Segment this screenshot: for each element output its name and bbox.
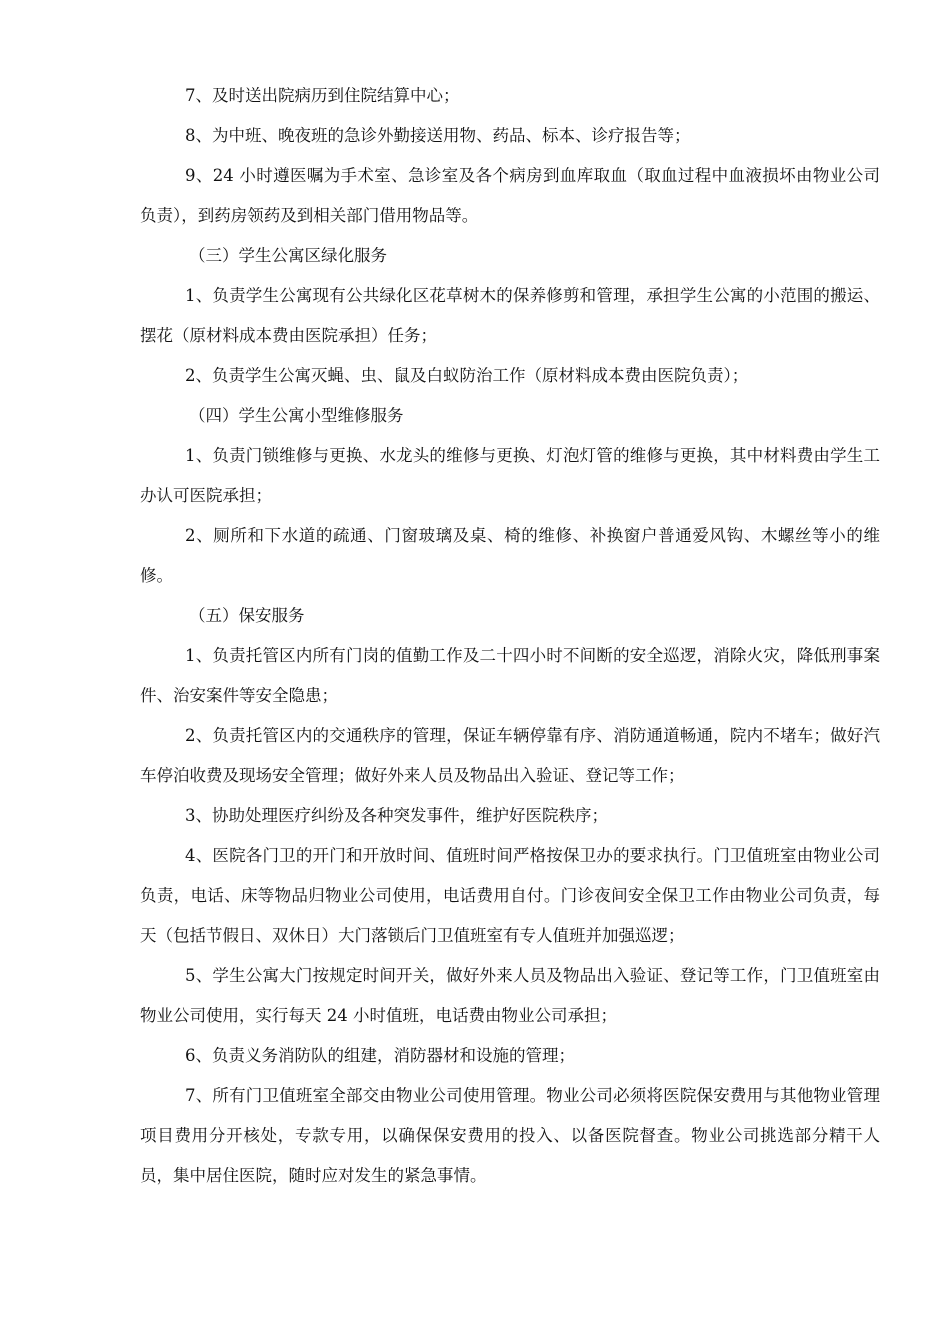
- list-item: 1、负责学生公寓现有公共绿化区花草树木的保养修剪和管理，承担学生公寓的小范围的搬运、摆花（原材料成本费由医院承担）任务；: [140, 286, 880, 345]
- list-item: 2、负责学生公寓灭蝇、虫、鼠及白蚁防治工作（原材料成本费由医院负责）；: [185, 366, 749, 385]
- list-item: 2、负责托管区内的交通秩序的管理，保证车辆停靠有序、消防通道畅通，院内不堵车；做好汽车停泊收费及现场安全管理；做好外来人员及物品出入验证、登记等工作；: [140, 726, 880, 785]
- list-item: 7、所有门卫值班室全部交由物业公司使用管理。物业公司必须将医院保安费用与其他物业管理项目费用分开核处，专款专用，以确保保安费用的投入、以备医院督查。物业公司挑选部分精干人员，集中居住医院，随时应对发生的紧急事情。: [140, 1086, 880, 1185]
- list-item: 2、厕所和下水道的疏通、门窗玻璃及桌、椅的维修、补换窗户普通爱风钩、木螺丝等小的维修。: [140, 526, 880, 585]
- list-item: 4、医院各门卫的开门和开放时间、值班时间严格按保卫办的要求执行。门卫值班室由物业公司负责，电话、床等物品归物业公司使用，电话费用自付。门诊夜间安全保卫工作由物业公司负责，每天（包括节假日、双休日）大门落锁后门卫值班室有专人值班并加强巡逻；: [140, 846, 880, 945]
- list-item: 8、为中班、晚夜班的急诊外勤接送用物、药品、标本、诊疗报告等；: [185, 126, 691, 145]
- list-item: 7、及时送出院病历到住院结算中心；: [185, 86, 460, 105]
- list-item: 1、负责门锁维修与更换、水龙头的维修与更换、灯泡灯管的维修与更换，其中材料费由学生工办认可医院承担；: [140, 446, 880, 505]
- list-item: 5、学生公寓大门按规定时间开关，做好外来人员及物品出入验证、登记等工作，门卫值班室由物业公司使用，实行每天 24 小时值班，电话费由物业公司承担；: [140, 966, 880, 1025]
- section-heading: （四）学生公寓小型维修服务: [189, 406, 404, 425]
- list-item: 9、24 小时遵医嘱为手术室、急诊室及各个病房到血库取血（取血过程中血液损坏由物业公司负责），到药房领药及到相关部门借用物品等。: [140, 166, 880, 225]
- list-item: 6、负责义务消防队的组建，消防器材和设施的管理；: [185, 1046, 575, 1065]
- section-heading: （三）学生公寓区绿化服务: [189, 246, 387, 265]
- section-heading: （五）保安服务: [189, 606, 305, 625]
- list-item: 1、负责托管区内所有门岗的值勤工作及二十四小时不间断的安全巡逻，消除火灾，降低刑事案件、治安案件等安全隐患；: [140, 646, 880, 705]
- document-body: [140, 76, 880, 1196]
- list-item: 3、协助处理医疗纠纷及各种突发事件，维护好医院秩序；: [185, 806, 608, 825]
